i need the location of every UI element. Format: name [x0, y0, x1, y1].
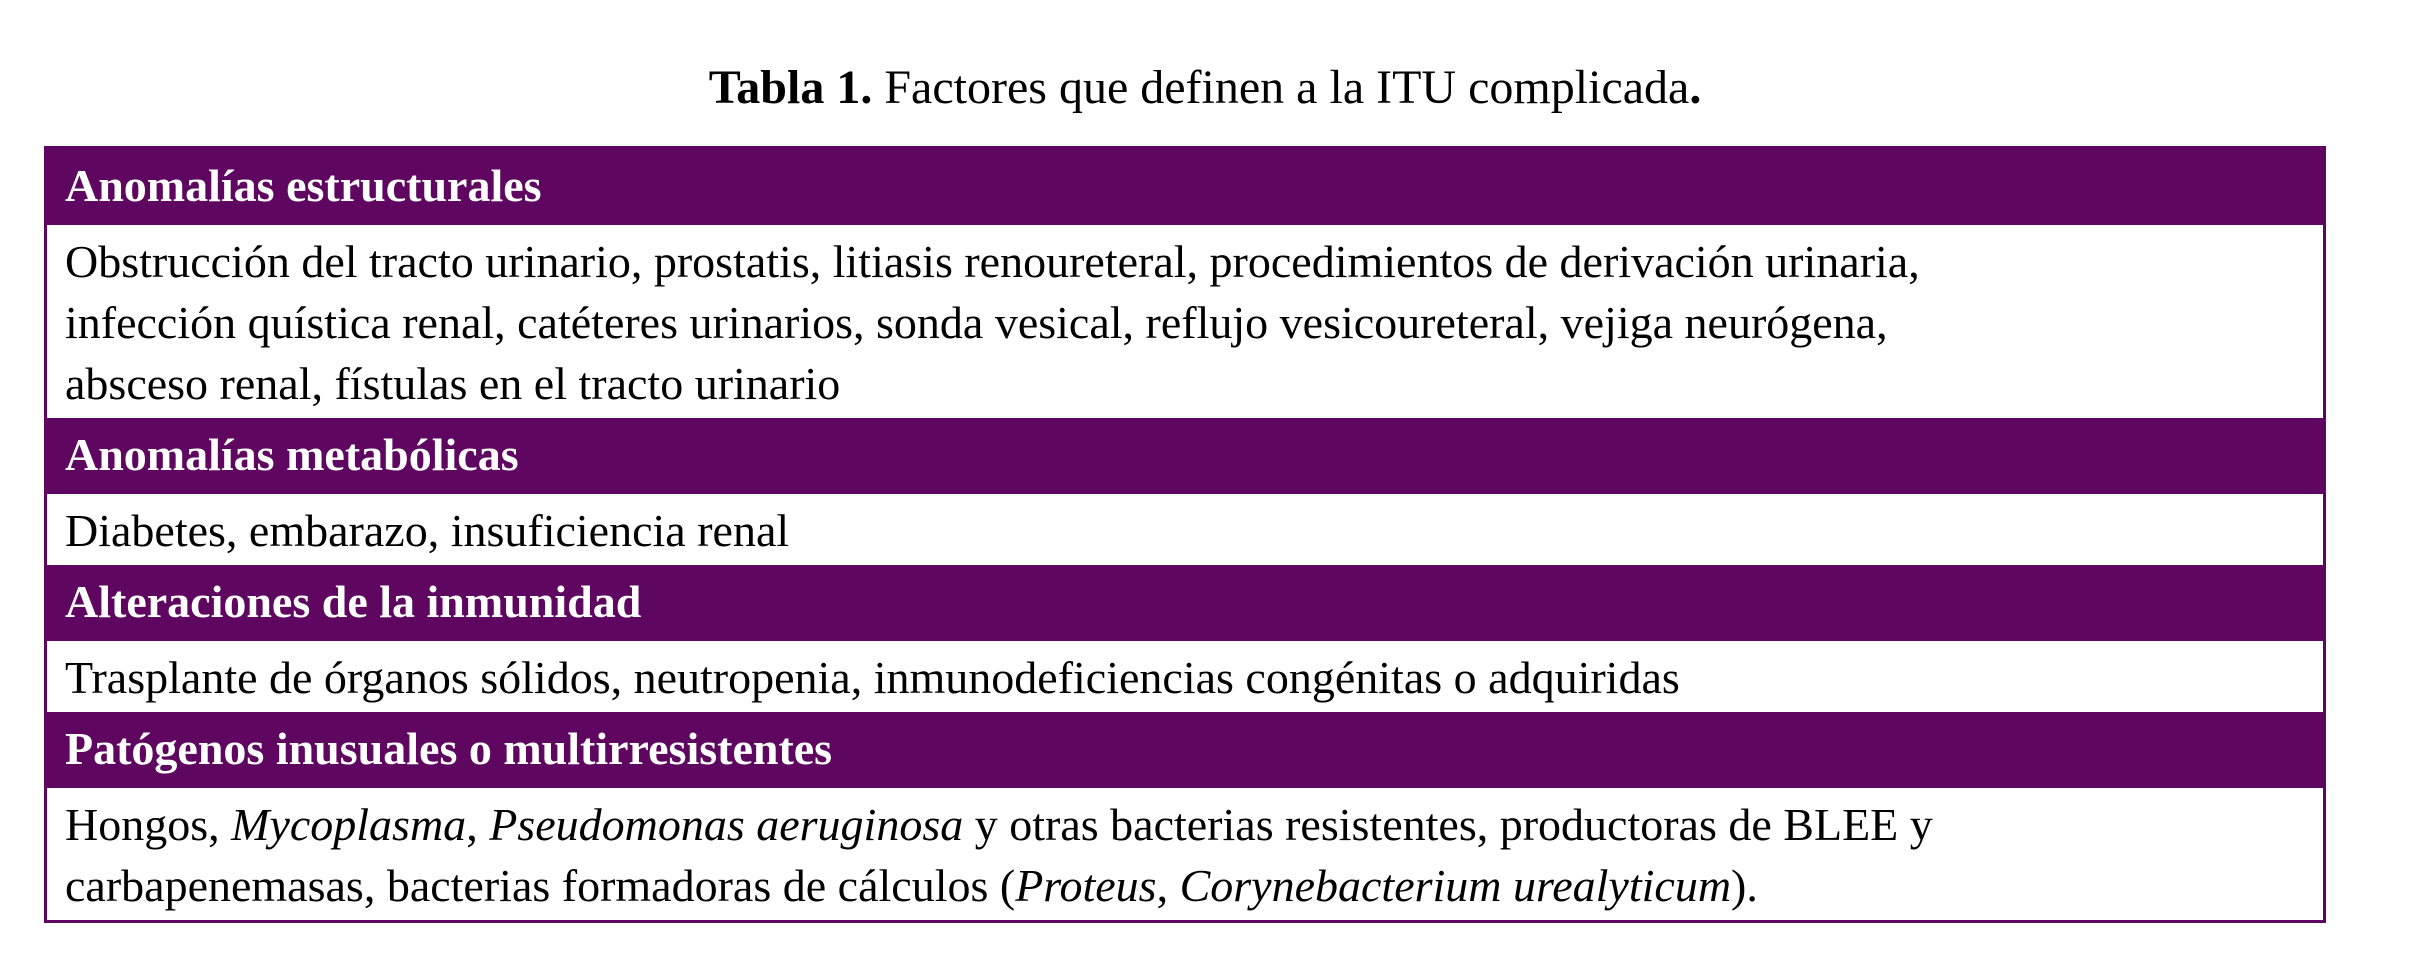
caption-end: . [1689, 61, 1702, 114]
section-header-structural: Anomalías estructurales [47, 149, 2323, 225]
italic-run: Proteus [1015, 860, 1157, 911]
body-line: absceso renal, fístulas en el tracto urinario [65, 358, 841, 409]
caption-text: Factores que definen a la ITU complicada [872, 61, 1690, 114]
body-line: Obstrucción del tracto urinario, prostatis, litiasis renoureteral, procedimientos de derivación urinaria, [65, 236, 1920, 287]
text-run: Hongos, [65, 799, 232, 850]
text-run: , [466, 799, 490, 850]
section-header-pathogens: Patógenos inusuales o multirresistentes [47, 712, 2323, 788]
text-run: ). [1731, 860, 1758, 911]
section-body-immunity [47, 641, 2323, 712]
italic-run: Corynebacterium urealyticum [1179, 860, 1732, 911]
table-caption [0, 56, 2410, 120]
section-header-immunity: Alteraciones de la inmunidad [47, 565, 2323, 641]
caption-label: Tabla 1. [708, 61, 873, 114]
body-line [65, 855, 2305, 916]
section-body-structural [47, 225, 2323, 418]
italic-run: Mycoplasma [231, 799, 467, 850]
body-line [65, 794, 2305, 855]
text-run: y otras bacterias resistentes, productoras de BLEE y [963, 799, 1933, 850]
text-run: carbapenemasas, bacterias formadoras de cálculos ( [65, 860, 1016, 911]
factors-table [44, 146, 2326, 923]
body-line: infección quística renal, catéteres urinarios, sonda vesical, reflujo vesicoureteral, vejiga neurógena, [65, 297, 1888, 348]
section-body-metabolic [47, 494, 2323, 565]
body-line: Trasplante de órganos sólidos, neutropenia, inmunodeficiencias congénitas o adquiridas [65, 652, 1680, 703]
body-line: Diabetes, embarazo, insuficiencia renal [65, 505, 790, 556]
section-header-metabolic: Anomalías metabólicas [47, 418, 2323, 494]
italic-run: Pseudomonas aeruginosa [489, 799, 964, 850]
text-run: , [1156, 860, 1180, 911]
section-body-pathogens [47, 788, 2323, 920]
